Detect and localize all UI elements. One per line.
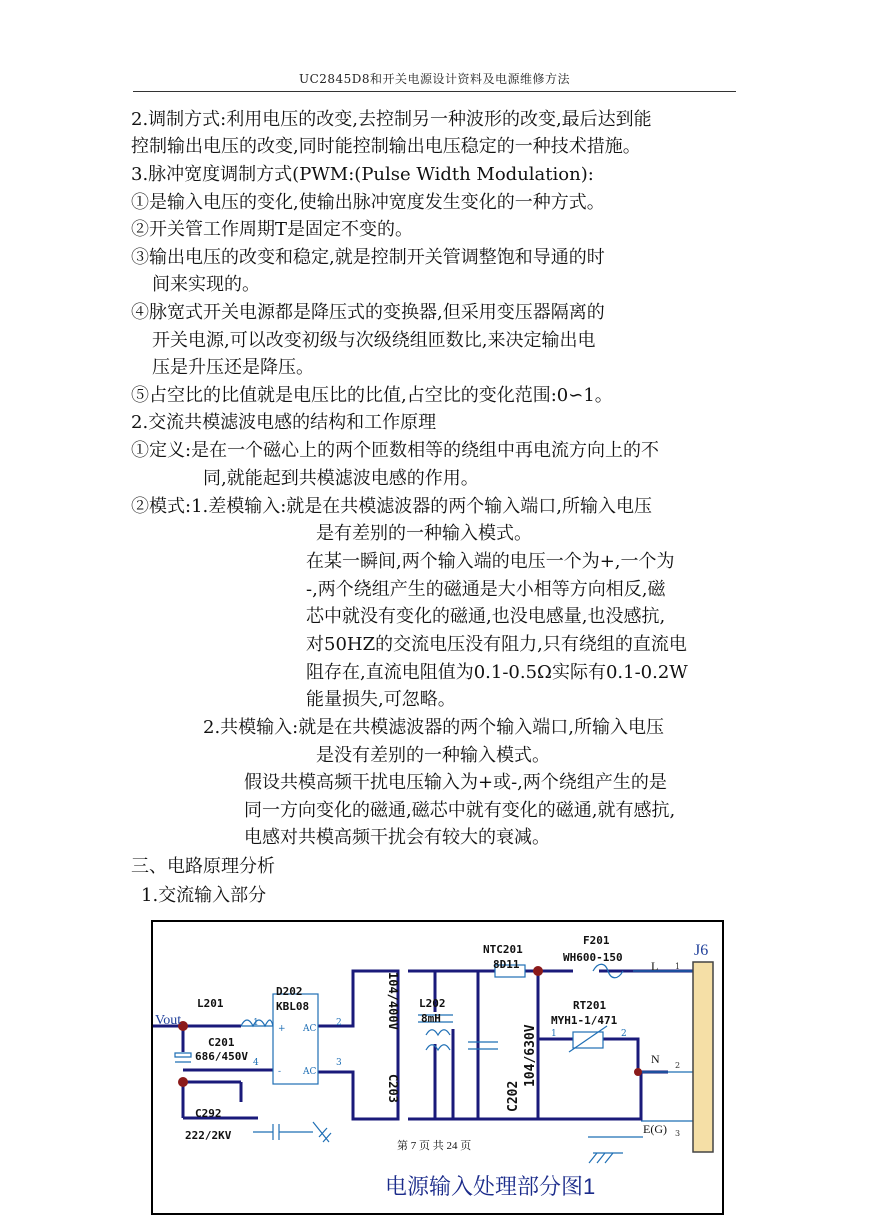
text-line: 三、电路原理分析 bbox=[131, 856, 275, 877]
text-line: 同一方向变化的磁通,磁芯中就有变化的磁通,就有感抗, bbox=[244, 800, 676, 821]
f201-value: WH600-150 bbox=[563, 951, 623, 964]
text-line: 2.调制方式:利用电压的改变,去控制另一种波形的改变,最后达到能 bbox=[131, 109, 652, 130]
text-line: 间来实现的。 bbox=[152, 274, 260, 295]
l202-name: L202 bbox=[419, 997, 446, 1010]
text-line: 能量损失,可忽略。 bbox=[306, 689, 456, 710]
connector-j6 bbox=[693, 962, 713, 1152]
text-line: ②模式:1.差模输入:就是在共模滤波器的两个输入端口,所输入电压 bbox=[131, 496, 653, 517]
rt201-name: RT201 bbox=[573, 999, 607, 1012]
minus-label: - bbox=[278, 1067, 282, 1077]
page-header: UC2845D8和开关电源设计资料及电源维修方法 bbox=[298, 72, 571, 86]
text-line: 在某一瞬间,两个输入端的电压一个为+,一个为 bbox=[306, 551, 675, 572]
l201-label: L201 bbox=[197, 997, 224, 1010]
text-line: 假设共模高频干扰电压输入为+或-,两个绕组产生的是 bbox=[244, 772, 667, 793]
text-line: 芯中就没有变化的磁通,也没电感量,也没感抗, bbox=[306, 606, 666, 627]
earth-terminal-label: E(G) bbox=[643, 1122, 667, 1136]
text-line: 电感对共模高频干扰会有较大的衰减。 bbox=[244, 827, 550, 848]
c201-value: 686/450V bbox=[195, 1050, 248, 1063]
page-number: 第 7 页 共 24 页 bbox=[397, 1140, 472, 1152]
header-rule bbox=[133, 91, 736, 92]
rt201-value: MYH1-1/471 bbox=[551, 1014, 618, 1027]
c201-name: C201 bbox=[208, 1036, 235, 1049]
d202-pin1: 1 bbox=[253, 1018, 259, 1028]
text-line: 同,就能起到共模滤波电感的作用。 bbox=[203, 468, 479, 489]
schematic-svg bbox=[153, 922, 726, 1217]
l202-value: 8mH bbox=[421, 1012, 441, 1025]
circuit-figure bbox=[151, 920, 724, 1215]
text-line: ④脉宽式开关电源都是降压式的变换器,但采用变压器隔离的 bbox=[131, 302, 605, 323]
d202-pin3: 3 bbox=[336, 1058, 342, 1068]
c202-value: 104/630V bbox=[523, 1024, 538, 1087]
text-line: 阻存在,直流电阻值为0.1-0.5Ω实际有0.1-0.2W bbox=[306, 662, 688, 683]
f201-name: F201 bbox=[583, 934, 610, 947]
d202-pin2: 2 bbox=[336, 1018, 342, 1028]
text-line: 对50HZ的交流电压没有阻力,只有绕组的直流电 bbox=[306, 634, 687, 655]
text-line: ①定义:是在一个磁心上的两个匝数相等的绕组中再电流方向上的不 bbox=[131, 440, 660, 461]
j6-pin1: 1 bbox=[675, 962, 681, 971]
j6-pin3: 3 bbox=[675, 1129, 681, 1138]
text-line: 控制输出电压的改变,同时能控制输出电压稳定的一种技术措施。 bbox=[131, 136, 641, 157]
d202-value: KBL08 bbox=[276, 1000, 310, 1013]
plus-label: + bbox=[278, 1024, 286, 1034]
d202-pin4: 4 bbox=[253, 1058, 259, 1068]
l-terminal-label: L bbox=[651, 959, 659, 973]
text-line: ②开关管工作周期T是固定不变的。 bbox=[131, 219, 414, 240]
text-line: 是有差别的一种输入模式。 bbox=[316, 523, 532, 544]
text-line: 2.共模输入:就是在共模滤波器的两个输入端口,所输入电压 bbox=[203, 717, 664, 738]
text-line: ⑤占空比的比值就是电压比的比值,占空比的变化范围:0∽1。 bbox=[131, 385, 613, 406]
text-line: 压是升压还是降压。 bbox=[152, 357, 314, 378]
j6-label: J6 bbox=[694, 942, 709, 959]
text-line: ①是输入电压的变化,使输出脉冲宽度发生变化的一种方式。 bbox=[131, 192, 605, 213]
vout-label: Vout bbox=[155, 1013, 182, 1028]
ac2-label: AC bbox=[303, 1067, 317, 1077]
ntc201-name: NTC201 bbox=[483, 943, 523, 956]
text-line: -,两个绕组产生的磁通是大小相等方向相反,磁 bbox=[306, 579, 666, 600]
text-line: 是没有差别的一种输入模式。 bbox=[316, 745, 550, 766]
ntc201-value: 8D11 bbox=[493, 958, 520, 971]
text-line: 1.交流输入部分 bbox=[141, 885, 267, 906]
rt201-pin2: 2 bbox=[621, 1029, 627, 1039]
text-line: ③输出电压的改变和稳定,就是控制开关管调整饱和导通的时 bbox=[131, 247, 605, 268]
ac1-label: AC bbox=[303, 1024, 317, 1034]
n-terminal-label: N bbox=[651, 1052, 660, 1066]
text-line: 2.交流共模滤波电感的结构和工作原理 bbox=[131, 412, 437, 433]
c202-name: C202 bbox=[506, 1080, 521, 1112]
d202-name: D202 bbox=[276, 985, 303, 998]
rt201-pin1: 1 bbox=[551, 1029, 557, 1039]
text-line: 开关电源,可以改变初级与次级绕组匝数比,来决定输出电 bbox=[152, 330, 596, 351]
text-line: 3.脉冲宽度调制方式(PWM:(Pulse Width Modulation): bbox=[131, 164, 594, 185]
figure-caption: 电源输入处理部分图1 bbox=[385, 1174, 596, 1199]
c292-value: 222/2KV bbox=[185, 1129, 232, 1142]
j6-pin2: 2 bbox=[675, 1061, 681, 1070]
c203-name: C203 bbox=[386, 1074, 400, 1103]
c203-value: 104/400V bbox=[386, 972, 400, 1030]
c292-name: C292 bbox=[195, 1107, 222, 1120]
